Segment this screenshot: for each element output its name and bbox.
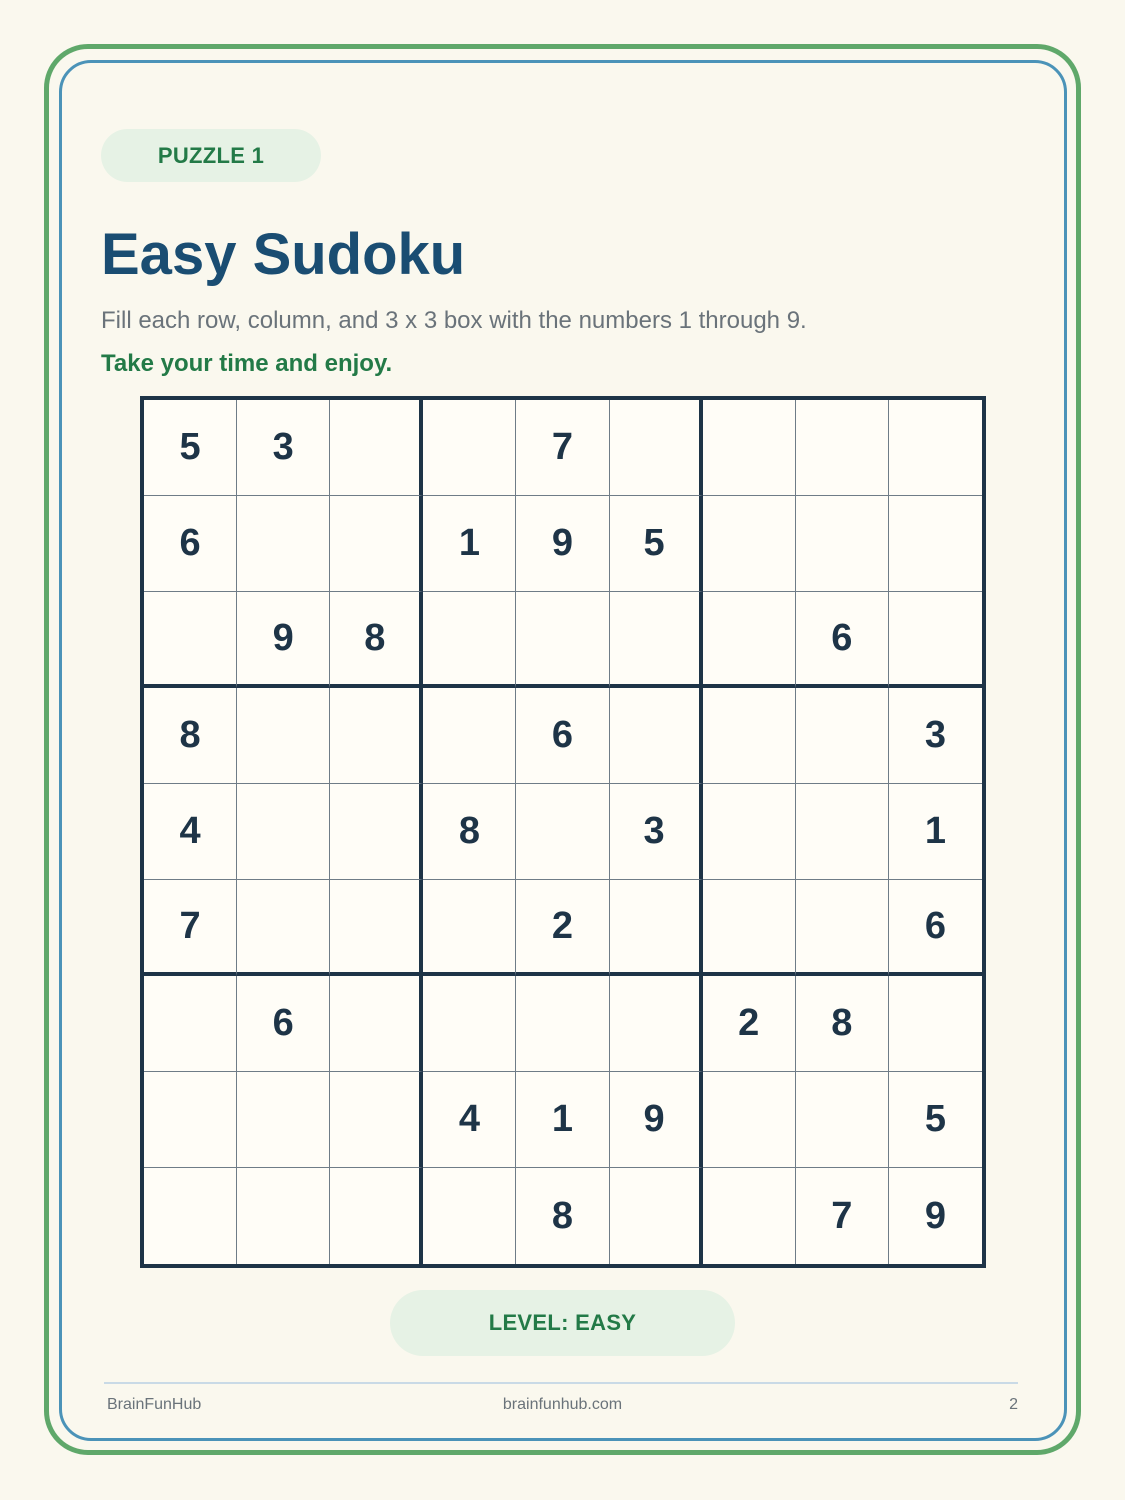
sudoku-cell[interactable] [516,976,609,1072]
sudoku-cell[interactable]: 6 [237,976,330,1072]
sudoku-cell[interactable] [423,592,516,688]
level-badge: LEVEL: EASY [390,1290,735,1356]
sudoku-cell[interactable] [703,784,796,880]
sudoku-cell[interactable] [423,688,516,784]
sudoku-cell[interactable]: 5 [144,400,237,496]
sudoku-cell[interactable] [423,976,516,1072]
sudoku-cell[interactable] [144,1072,237,1168]
puzzle-number-badge: PUZZLE 1 [101,129,321,182]
page-title: Easy Sudoku [101,222,466,287]
sudoku-cell[interactable]: 8 [516,1168,609,1264]
sudoku-grid [140,396,986,1268]
sudoku-cell[interactable]: 5 [889,1072,982,1168]
sudoku-cell[interactable] [330,1072,423,1168]
sudoku-cell[interactable]: 9 [516,496,609,592]
sudoku-cell[interactable] [889,592,982,688]
sudoku-cell[interactable] [144,1168,237,1264]
sudoku-cell[interactable] [237,688,330,784]
sudoku-cell[interactable] [330,784,423,880]
sudoku-cell[interactable]: 1 [889,784,982,880]
sudoku-cell[interactable] [423,400,516,496]
sudoku-cell[interactable] [237,784,330,880]
sudoku-cell[interactable] [330,688,423,784]
sudoku-cell[interactable] [796,1072,889,1168]
sudoku-cell[interactable] [610,400,703,496]
sudoku-cell[interactable] [330,496,423,592]
sudoku-cell[interactable] [330,880,423,976]
sudoku-cell[interactable] [703,400,796,496]
sudoku-cell[interactable] [703,1072,796,1168]
sudoku-cell[interactable] [144,592,237,688]
sudoku-cell[interactable] [610,976,703,1072]
instructions-text: Fill each row, column, and 3 x 3 box with the numbers 1 through 9. [101,307,807,334]
sudoku-cell[interactable] [796,784,889,880]
sudoku-cell[interactable] [237,496,330,592]
sudoku-cell[interactable]: 8 [330,592,423,688]
sudoku-cell[interactable]: 8 [144,688,237,784]
sudoku-cell[interactable] [144,976,237,1072]
sudoku-cell[interactable]: 2 [703,976,796,1072]
sudoku-cell[interactable] [423,880,516,976]
sudoku-cell[interactable] [703,688,796,784]
sudoku-cell[interactable]: 6 [889,880,982,976]
footer-divider [104,1382,1018,1384]
sudoku-cell[interactable] [330,400,423,496]
sudoku-cell[interactable] [610,880,703,976]
sudoku-cell[interactable] [703,496,796,592]
sudoku-cell[interactable]: 3 [889,688,982,784]
sudoku-cell[interactable]: 6 [516,688,609,784]
sudoku-cell[interactable]: 9 [610,1072,703,1168]
sudoku-cell[interactable] [610,1168,703,1264]
sudoku-cell[interactable] [330,1168,423,1264]
sudoku-cell[interactable] [889,976,982,1072]
tagline-text: Take your time and enjoy. [101,350,393,377]
sudoku-cell[interactable]: 4 [423,1072,516,1168]
sudoku-cell[interactable] [610,592,703,688]
sudoku-cell[interactable]: 7 [144,880,237,976]
sudoku-cell[interactable] [796,688,889,784]
sudoku-cell[interactable]: 4 [144,784,237,880]
sudoku-cell[interactable]: 7 [516,400,609,496]
sudoku-cell[interactable] [796,400,889,496]
footer-brand: BrainFunHub [107,1396,202,1413]
sudoku-cell[interactable] [516,592,609,688]
sudoku-cell[interactable]: 6 [796,592,889,688]
sudoku-cell[interactable] [703,592,796,688]
sudoku-cell[interactable]: 6 [144,496,237,592]
sudoku-cell[interactable] [610,688,703,784]
sudoku-cell[interactable] [703,880,796,976]
sudoku-cell[interactable]: 9 [924,1194,946,1237]
sudoku-cell[interactable] [516,784,609,880]
sudoku-cell[interactable]: 2 [516,880,609,976]
sudoku-cell[interactable] [330,976,423,1072]
sudoku-cell[interactable]: 3 [610,784,703,880]
sudoku-cell[interactable]: 3 [237,400,330,496]
sudoku-cell[interactable] [237,880,330,976]
sudoku-cell[interactable] [237,1168,330,1264]
sudoku-cell[interactable] [237,1072,330,1168]
sudoku-cell[interactable] [423,1168,516,1264]
sudoku-cell[interactable] [889,400,982,496]
sudoku-cell[interactable]: 8 [423,784,516,880]
sudoku-cell[interactable]: 8 [796,976,889,1072]
sudoku-cell[interactable]: 7 [796,1168,889,1264]
sudoku-cell[interactable]: 1 [516,1072,609,1168]
sudoku-cell[interactable] [796,496,889,592]
footer-url: brainfunhub.com [502,1396,623,1413]
footer-page-number: 2 [1009,1396,1018,1413]
sudoku-cell[interactable] [703,1168,796,1264]
sudoku-cell[interactable]: 5 [610,496,703,592]
sudoku-cell[interactable]: 1 [423,496,516,592]
sudoku-cell[interactable] [796,880,889,976]
sudoku-cell[interactable] [889,496,982,592]
sudoku-cell[interactable]: 9 [237,592,330,688]
